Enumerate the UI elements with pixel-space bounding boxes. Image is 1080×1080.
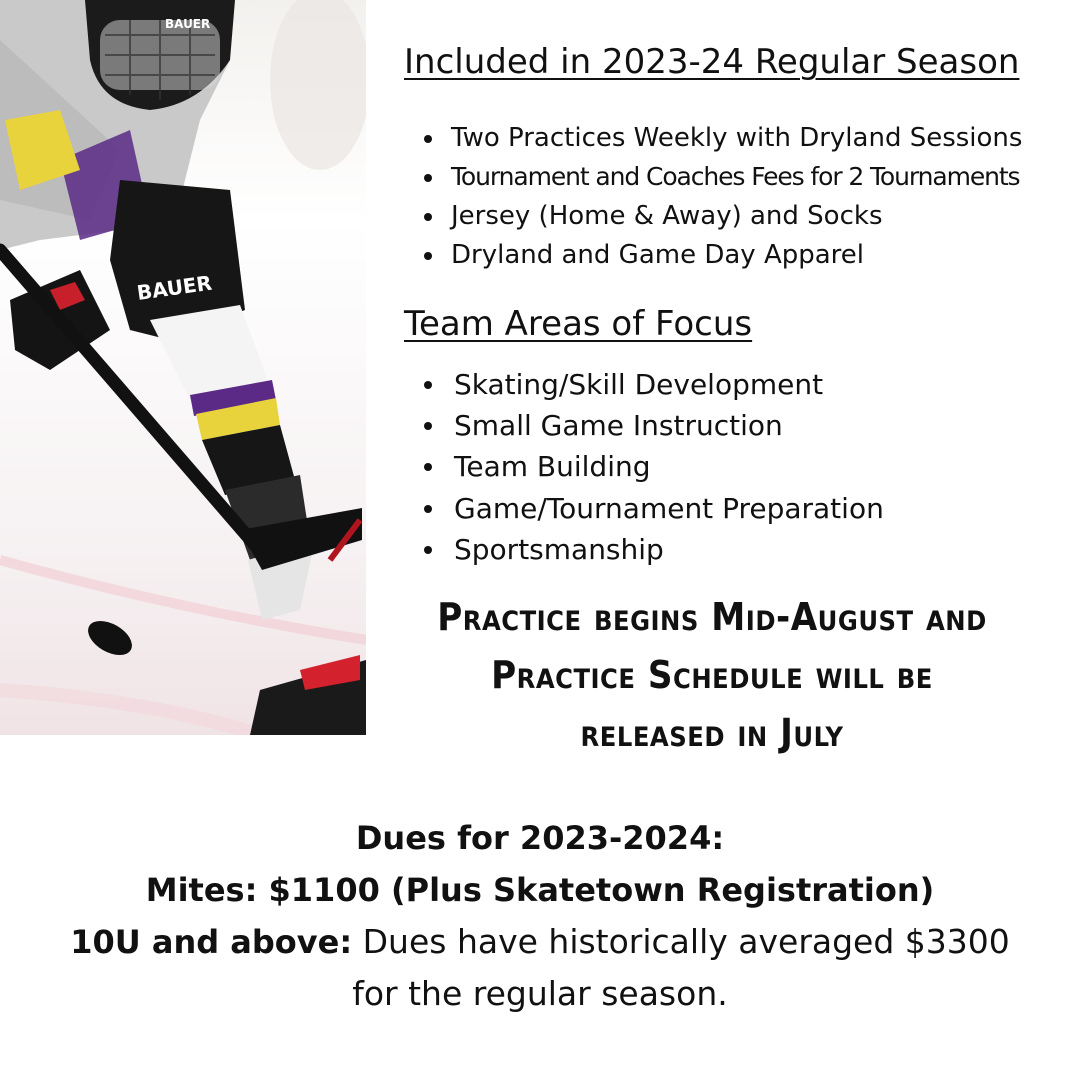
list-item: Jersey (Home & Away) and Socks [424, 199, 1022, 238]
included-list [424, 121, 1022, 277]
dues-older-text: Dues have historically averaged $3300 [352, 922, 1010, 961]
hockey-player-photo [0, 0, 366, 735]
focus-list [424, 367, 884, 573]
hockey-player-illustration [0, 0, 366, 735]
list-item: Small Game Instruction [424, 408, 884, 449]
practice-notice [404, 588, 1020, 762]
dues-mites: Mites: $1100 (Plus Skatetown Registration) [145, 871, 935, 909]
list-item: Sportsmanship [424, 532, 884, 573]
list-item: Team Building [424, 449, 884, 490]
helmet-brand-text: BAUER [165, 17, 211, 31]
included-heading: Included in 2023-24 Regular Season [404, 42, 1020, 82]
focus-heading: Team Areas of Focus [404, 304, 753, 344]
practice-line-2: Practice Schedule will be [491, 653, 933, 697]
practice-line-1: Practice begins Mid-August and [437, 595, 987, 639]
list-item: Game/Tournament Preparation [424, 491, 884, 532]
pants-brand-text: BAUER [135, 270, 214, 305]
list-item: Two Practices Weekly with Dryland Sessions [424, 121, 1022, 160]
list-item: Tournament and Coaches Fees for 2 Tournaments [424, 160, 1022, 199]
dues-section [0, 812, 1080, 1020]
dues-title: Dues for 2023-2024: [355, 819, 725, 857]
list-item: Skating/Skill Development [424, 367, 884, 408]
dues-older-text-2: for the regular season. [352, 974, 728, 1013]
dues-older-line [0, 916, 1080, 968]
practice-line-3: released in July [580, 711, 844, 755]
dues-older-label: 10U and above: [70, 923, 353, 961]
list-item: Dryland and Game Day Apparel [424, 238, 1022, 277]
